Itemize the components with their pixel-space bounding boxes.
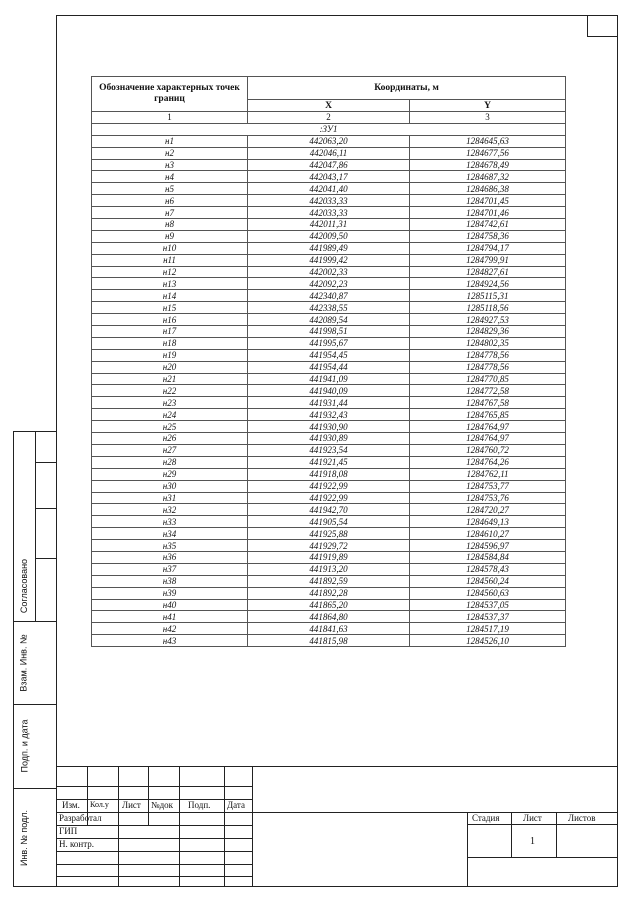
coordinate-y: 1284649,13 [410,516,566,528]
coordinate-y: 1284687,32 [410,171,566,183]
table-row [92,314,566,326]
tb-line [56,876,252,877]
left-approval-strip [13,431,56,887]
table-row [92,468,566,480]
table-row [92,444,566,456]
table-row [92,575,566,587]
agreed-subcell [35,462,56,508]
coordinate-x: 441929,72 [248,540,410,552]
podp-label: Подп. и дата [19,719,30,773]
point-designation: н18 [92,337,248,349]
title-block [56,766,618,887]
point-designation: н31 [92,492,248,504]
sheet-number: 1 [530,836,535,847]
col-ndok-label: №док [151,800,174,810]
coordinate-y: 1284701,46 [410,207,566,219]
table-row [92,349,566,361]
table-row [92,337,566,349]
tb-line [56,864,252,865]
sheet-label: Лист [523,813,542,823]
table-row [92,421,566,433]
coordinate-x: 441922,99 [248,492,410,504]
coordinate-y: 1284802,35 [410,337,566,349]
coordinate-x: 441913,20 [248,563,410,575]
coordinate-y: 1284770,85 [410,373,566,385]
table-row [92,230,566,242]
table-row [92,409,566,421]
point-designation: н11 [92,254,248,266]
coordinate-y: 1284764,97 [410,421,566,433]
col-koluch-label: Кол.у [90,800,109,809]
col-data-label: Дата [227,800,245,810]
tb-line [467,812,468,887]
coordinate-x: 441932,43 [248,409,410,421]
point-designation: н9 [92,230,248,242]
point-designation: н13 [92,278,248,290]
sheet-corner-box [587,15,618,37]
coordinate-x: 441942,70 [248,504,410,516]
point-designation: н8 [92,219,248,231]
table-row [92,480,566,492]
coordinate-y: 1284596,97 [410,540,566,552]
point-designation: н24 [92,409,248,421]
coordinate-x: 441921,45 [248,456,410,468]
point-designation: н15 [92,302,248,314]
coordinate-x: 441919,89 [248,551,410,563]
coordinate-x: 442047,86 [248,159,410,171]
coordinate-y: 1284765,85 [410,409,566,421]
header-y: Y [410,100,566,112]
point-designation: н20 [92,361,248,373]
coordinate-x: 441989,49 [248,242,410,254]
col-podp-label: Подп. [188,800,211,810]
coordinate-y: 1284764,26 [410,456,566,468]
coordinate-x: 442002,33 [248,266,410,278]
coordinate-x: 441940,09 [248,385,410,397]
coordinates-table-wrap [91,76,565,647]
coordinate-x: 441841,63 [248,623,410,635]
coordinate-y: 1284753,77 [410,480,566,492]
coordinate-y: 1284927,53 [410,314,566,326]
table-row [92,266,566,278]
coordinates-table [91,76,566,647]
coordinate-x: 442011,31 [248,219,410,231]
point-designation: н32 [92,504,248,516]
tb-line [56,766,618,767]
point-designation: н40 [92,599,248,611]
tb-line [252,766,253,887]
point-designation: н17 [92,326,248,338]
coordinate-y: 1285115,31 [410,290,566,302]
coordinate-y: 1284778,56 [410,361,566,373]
coordinate-x: 441954,45 [248,349,410,361]
table-row [92,302,566,314]
coordinate-x: 441905,54 [248,516,410,528]
point-designation: н33 [92,516,248,528]
table-row [92,528,566,540]
coordinate-x: 441941,09 [248,373,410,385]
tb-line [148,766,149,825]
tb-line [511,812,512,857]
coordinate-x: 441954,44 [248,361,410,373]
point-designation: н12 [92,266,248,278]
point-designation: н34 [92,528,248,540]
agreed-label: Согласовано [19,558,29,614]
table-row [92,361,566,373]
stage-label: Стадия [472,813,500,823]
gip-label: ГИП [59,826,78,836]
coordinate-y: 1284799,91 [410,254,566,266]
point-designation: н1 [92,135,248,147]
agreed-subcell [35,431,56,462]
coordinate-x: 441864,80 [248,611,410,623]
point-designation: н19 [92,349,248,361]
coordinate-y: 1284767,58 [410,397,566,409]
point-designation: н43 [92,635,248,647]
tb-line [118,766,119,887]
table-row [92,290,566,302]
coordinate-x: 441922,99 [248,480,410,492]
coordinate-x: 442033,33 [248,207,410,219]
table-row [92,135,566,147]
coordinate-y: 1284762,11 [410,468,566,480]
point-designation: н26 [92,433,248,445]
tb-line [179,766,180,887]
coordinate-x: 442033,33 [248,195,410,207]
coordinate-x: 441865,20 [248,599,410,611]
coordinate-x: 441918,08 [248,468,410,480]
tb-line [224,766,225,887]
table-row [92,504,566,516]
tb-line [56,825,252,826]
table-row [92,326,566,338]
table-row [92,623,566,635]
point-designation: н7 [92,207,248,219]
tb-line [56,786,252,787]
table-row [92,242,566,254]
vzam-label: Взам. Инв. № [19,633,30,692]
coordinate-x: 442046,11 [248,147,410,159]
column-number: 1 [92,112,248,124]
table-row [92,599,566,611]
table-row [92,563,566,575]
table-row [92,219,566,231]
point-designation: н29 [92,468,248,480]
coordinate-y: 1284584,84 [410,551,566,563]
point-designation: н39 [92,587,248,599]
coordinate-y: 1284560,63 [410,587,566,599]
podp-label-wrap [13,704,35,788]
point-designation: н28 [92,456,248,468]
table-row [92,159,566,171]
point-designation: н2 [92,147,248,159]
point-designation: н25 [92,421,248,433]
coordinate-x: 442041,40 [248,183,410,195]
table-row [92,587,566,599]
col-izm-label: Изм. [62,800,80,810]
inv-label-wrap [13,788,35,887]
table-row [92,516,566,528]
col-list-label: Лист [122,800,141,810]
coordinate-y: 1284677,56 [410,147,566,159]
coordinate-y: 1284742,61 [410,219,566,231]
point-designation: н37 [92,563,248,575]
coordinate-y: 1284778,56 [410,349,566,361]
coordinate-x: 442089,54 [248,314,410,326]
point-designation: н4 [92,171,248,183]
coordinate-y: 1284924,56 [410,278,566,290]
table-row [92,195,566,207]
tb-line [56,851,252,852]
coordinate-y: 1284526,10 [410,635,566,647]
header-x: X [248,100,410,112]
header-point-designation: Обозначение характерных точек границ [92,77,248,112]
table-row [92,611,566,623]
point-designation: н3 [92,159,248,171]
table-row [92,635,566,647]
table-row [92,540,566,552]
coordinate-y: 1284764,97 [410,433,566,445]
coordinate-y: 1284517,19 [410,623,566,635]
point-designation: н23 [92,397,248,409]
point-designation: н21 [92,373,248,385]
coordinate-y: 1284760,72 [410,444,566,456]
coordinate-y: 1284686,38 [410,183,566,195]
coordinate-x: 441998,51 [248,326,410,338]
coordinate-y: 1284794,17 [410,242,566,254]
point-designation: н14 [92,290,248,302]
table-row [92,373,566,385]
coordinate-y: 1285118,56 [410,302,566,314]
table-row [92,278,566,290]
coordinate-y: 1284578,43 [410,563,566,575]
coordinate-y: 1284829,36 [410,326,566,338]
coordinate-x: 441930,90 [248,421,410,433]
norm-control-label: Н. контр. [59,839,95,849]
agreed-subcell [35,558,56,621]
coordinate-y: 1284678,49 [410,159,566,171]
tb-line [556,812,557,857]
coordinate-y: 1284772,58 [410,385,566,397]
coordinate-x: 441892,59 [248,575,410,587]
table-row [92,385,566,397]
coordinate-y: 1284610,27 [410,528,566,540]
coordinate-y: 1284560,24 [410,575,566,587]
agreed-label-wrap [13,431,35,621]
coordinate-x: 442340,87 [248,290,410,302]
coordinate-x: 442092,23 [248,278,410,290]
coordinate-y: 1284758,36 [410,230,566,242]
point-designation: н42 [92,623,248,635]
coordinate-x: 441995,67 [248,337,410,349]
coordinate-x: 441925,88 [248,528,410,540]
tb-line [467,857,618,858]
vzam-label-wrap [13,621,35,704]
point-designation: н38 [92,575,248,587]
sheets-label: Листов [568,813,596,823]
coordinate-x: 442043,17 [248,171,410,183]
table-row [92,492,566,504]
column-number: 2 [248,112,410,124]
agreed-subcell [35,508,56,558]
coordinate-y: 1284827,61 [410,266,566,278]
coordinate-y: 1284701,45 [410,195,566,207]
table-row [92,254,566,266]
table-row [92,147,566,159]
coordinate-x: 441999,42 [248,254,410,266]
table-row [92,171,566,183]
section-label: :ЗУ1 [92,123,566,135]
coordinate-x: 441930,89 [248,433,410,445]
table-row [92,433,566,445]
point-designation: н30 [92,480,248,492]
point-designation: н36 [92,551,248,563]
point-designation: н6 [92,195,248,207]
table-row [92,551,566,563]
coordinate-x: 442009,50 [248,230,410,242]
point-designation: н41 [92,611,248,623]
header-coordinates: Координаты, м [248,77,566,100]
developer-label: Разработал [59,813,102,823]
coordinate-x: 442338,55 [248,302,410,314]
coordinate-x: 442063,20 [248,135,410,147]
inv-label: Инв. № подл. [19,809,29,866]
column-number: 3 [410,112,566,124]
point-designation: н5 [92,183,248,195]
table-row [92,183,566,195]
table-row [92,207,566,219]
coordinate-x: 441892,28 [248,587,410,599]
table-row [92,397,566,409]
coordinate-y: 1284537,05 [410,599,566,611]
coordinate-y: 1284720,27 [410,504,566,516]
coordinate-y: 1284645,63 [410,135,566,147]
point-designation: н22 [92,385,248,397]
tb-line [467,824,618,825]
point-designation: н10 [92,242,248,254]
coordinate-x: 441815,98 [248,635,410,647]
coordinate-y: 1284537,37 [410,611,566,623]
point-designation: н35 [92,540,248,552]
coordinate-y: 1284753,76 [410,492,566,504]
point-designation: н27 [92,444,248,456]
coordinate-x: 441931,44 [248,397,410,409]
coordinates-rows [92,135,566,646]
coordinate-x: 441923,54 [248,444,410,456]
table-row [92,456,566,468]
point-designation: н16 [92,314,248,326]
